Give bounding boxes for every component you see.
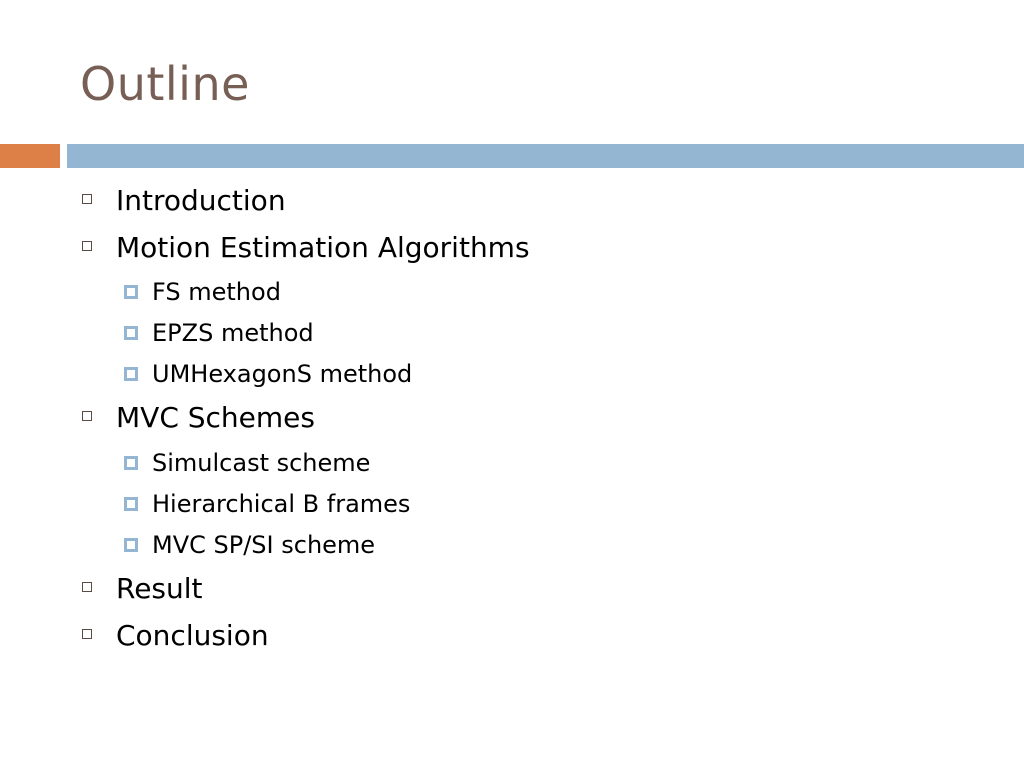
square-bullet-icon <box>124 367 138 381</box>
square-bullet-icon <box>124 456 138 470</box>
outline-item-result <box>116 572 203 606</box>
outline-item-label: Motion Estimation Algorithms <box>116 231 530 264</box>
outline-subitem-label: Simulcast scheme <box>152 449 371 477</box>
outline-item-label: Result <box>116 572 203 605</box>
outline-subitem-fs-method <box>152 277 281 307</box>
hollow-square-bullet-icon <box>82 241 92 251</box>
accent-bar-blue <box>67 144 1024 168</box>
slide-title: Outline <box>80 57 250 111</box>
square-bullet-icon <box>124 285 138 299</box>
outline-item-mvc-schemes <box>116 401 315 435</box>
square-bullet-icon <box>124 497 138 511</box>
outline-item-introduction <box>116 184 286 218</box>
outline-subitem-label: MVC SP/SI scheme <box>152 531 376 559</box>
outline-subitem-simulcast-scheme <box>152 448 370 478</box>
outline-subitem-label: EPZS method <box>152 319 314 347</box>
outline-item-label: Conclusion <box>116 619 269 652</box>
hollow-square-bullet-icon <box>82 629 92 639</box>
outline-subitem-label: Hierarchical B frames <box>152 490 411 518</box>
outline-subitem-epzs-method <box>152 318 314 348</box>
outline-item-conclusion <box>116 619 269 653</box>
outline-item-motion-estimation <box>116 231 530 265</box>
outline-subitem-umhexagons-method <box>152 359 412 389</box>
square-bullet-icon <box>124 326 138 340</box>
hollow-square-bullet-icon <box>82 411 92 421</box>
hollow-square-bullet-icon <box>82 582 92 592</box>
outline-subitem-label: UMHexagonS method <box>152 360 413 388</box>
outline-subitem-label: FS method <box>152 278 281 306</box>
outline-item-label: Introduction <box>116 184 286 217</box>
square-bullet-icon <box>124 538 138 552</box>
outline-subitem-hierarchical-b-frames <box>152 489 410 519</box>
accent-bar-orange <box>0 144 60 168</box>
outline-subitem-mvc-sp-si-scheme <box>152 530 375 560</box>
hollow-square-bullet-icon <box>82 194 92 204</box>
outline-item-label: MVC Schemes <box>116 401 315 434</box>
